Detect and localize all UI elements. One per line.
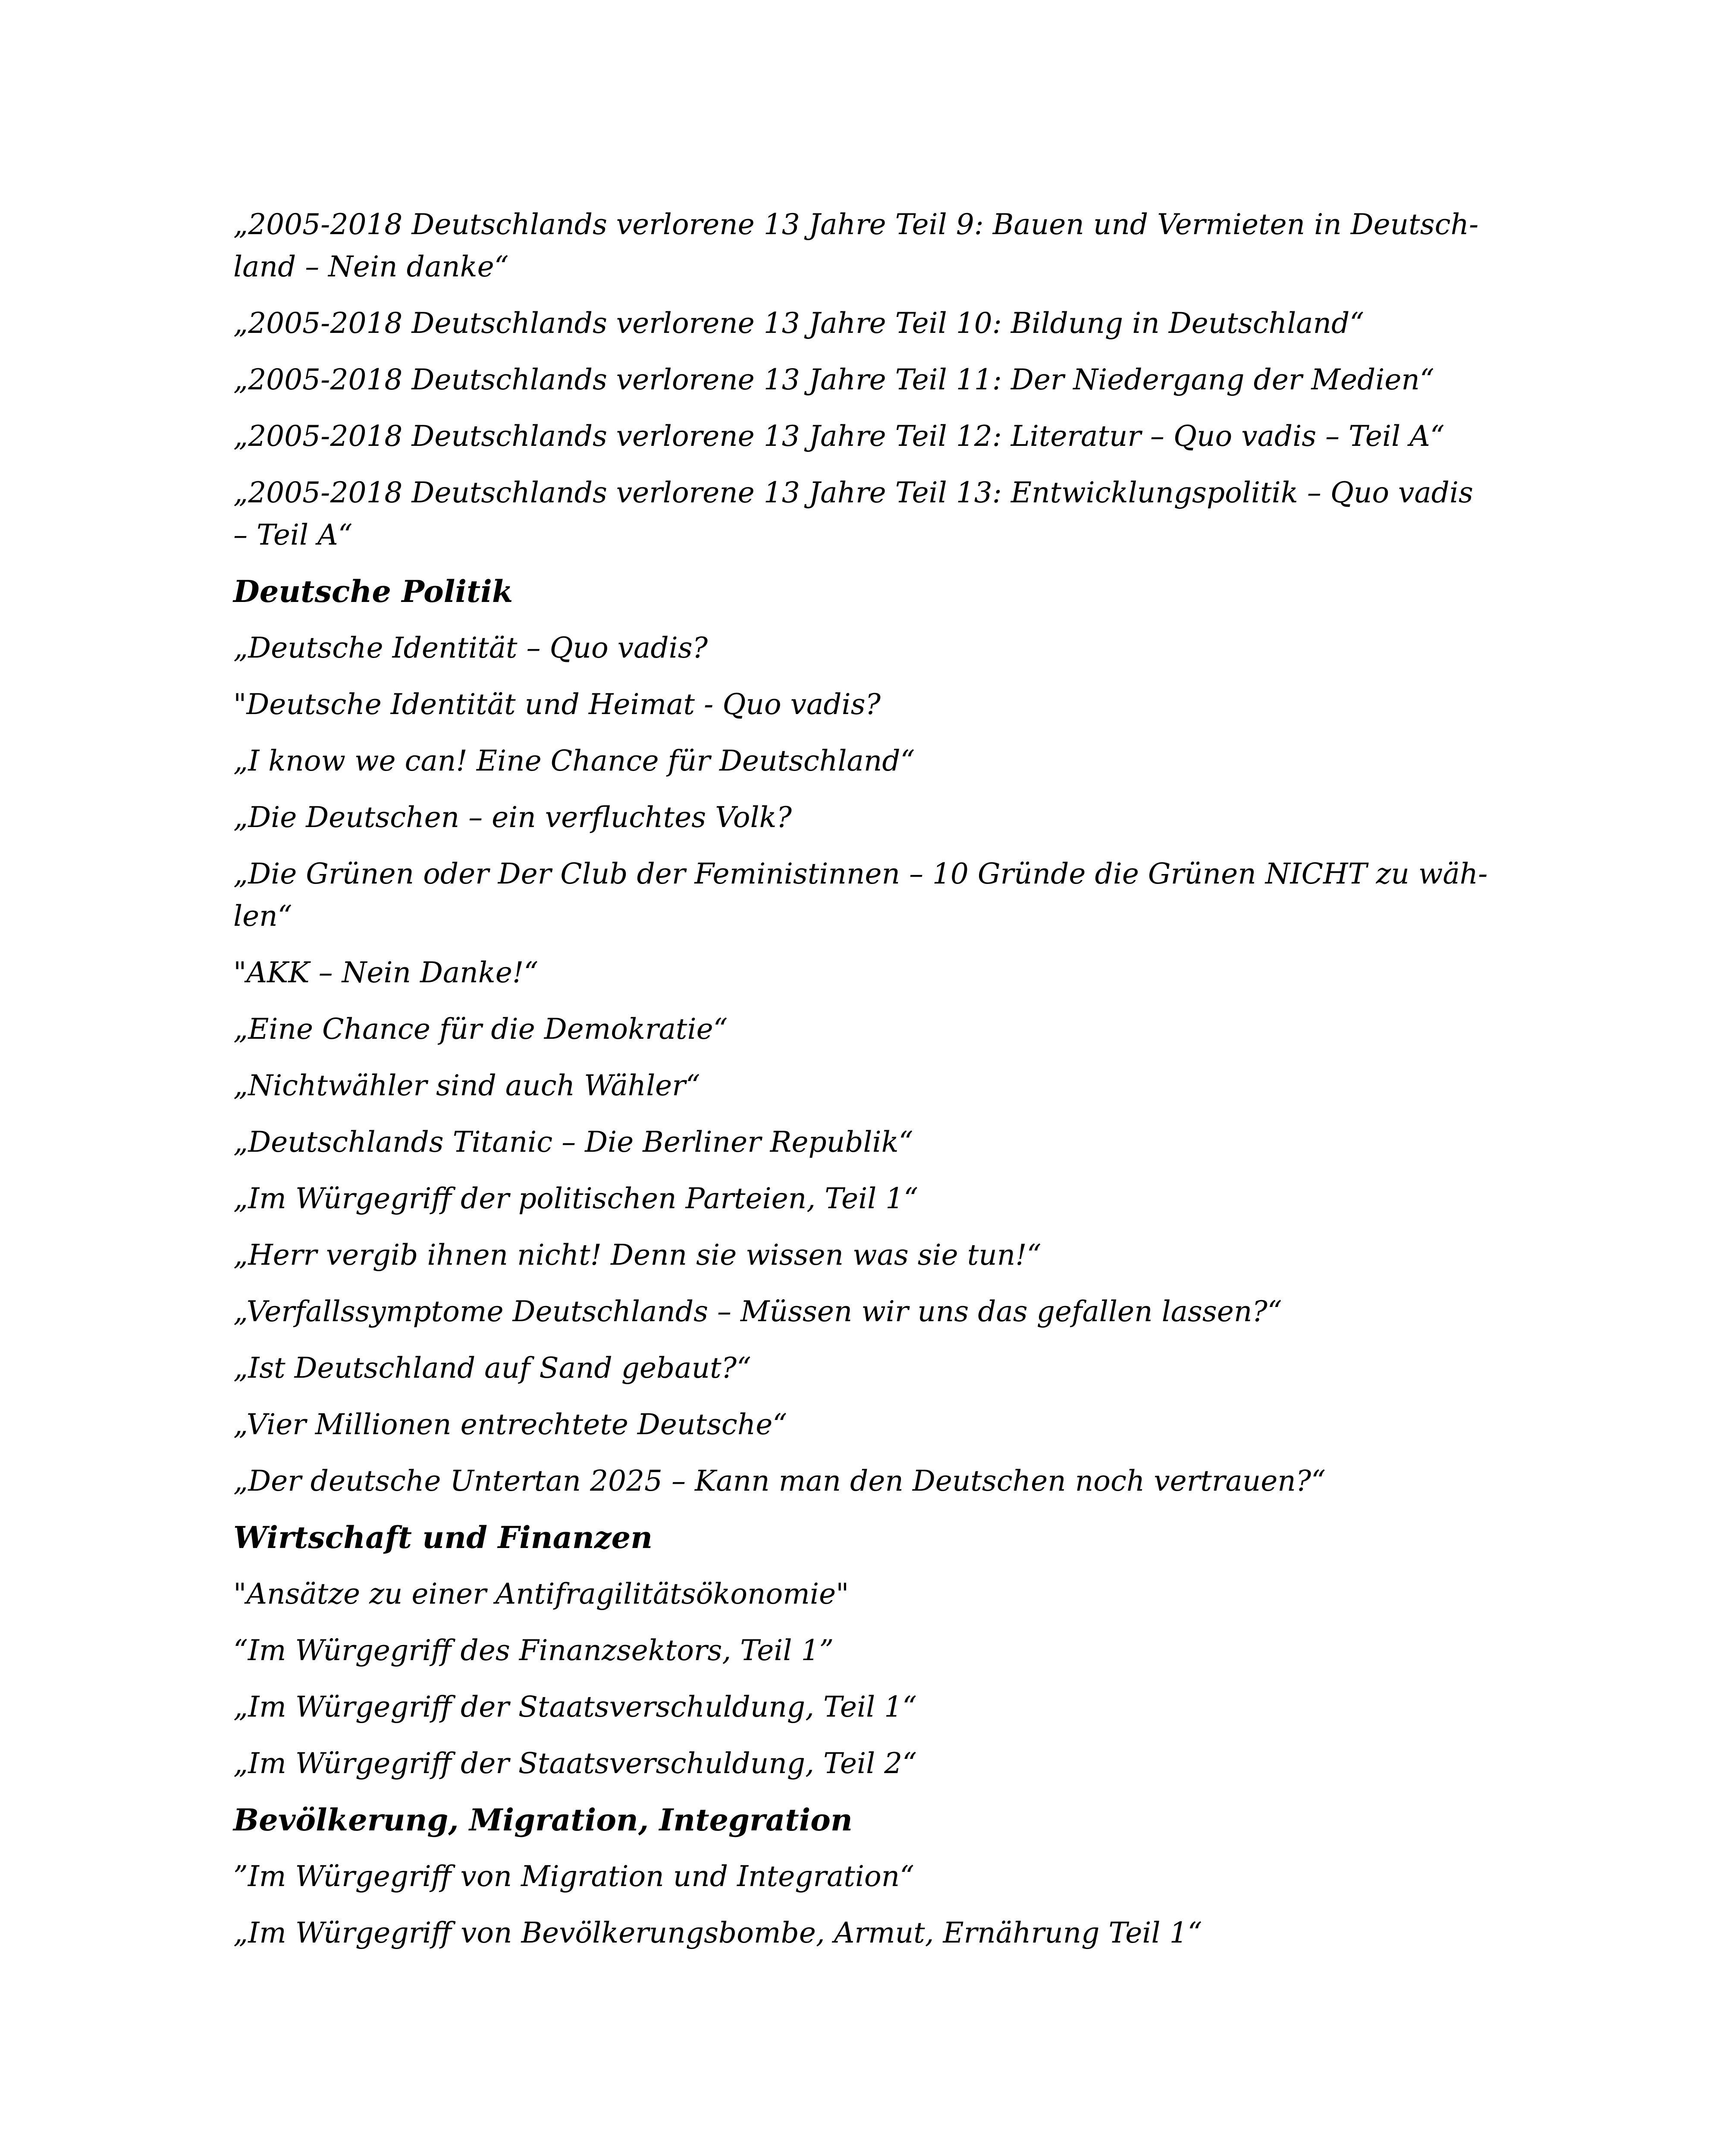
list-item-line: „Deutschlands Titanic – Die Berliner Republik“ bbox=[233, 1125, 913, 1159]
section-heading: Bevölkerung, Migration, Integration bbox=[233, 1802, 853, 1838]
list-item bbox=[233, 683, 1506, 726]
list-item bbox=[233, 1742, 1506, 1785]
document-content bbox=[233, 204, 1506, 1968]
list-item-line: „Im Würgegriff der politischen Parteien, Teil 1“ bbox=[233, 1182, 918, 1215]
list-item bbox=[233, 740, 1506, 782]
list-item-line: „Im Würgegriff der Staatsverschuldung, Teil 1“ bbox=[233, 1690, 917, 1724]
list-item bbox=[233, 1065, 1506, 1107]
list-item-line: „2005-2018 Deutschlands verlorene 13 Jahre Teil 12: Literatur – Quo vadis – Teil A“ bbox=[233, 420, 1445, 453]
list-item-line: „Ist Deutschland auf Sand gebaut?“ bbox=[233, 1351, 751, 1385]
list-item-line: „Nichtwähler sind auch Wähler“ bbox=[233, 1069, 700, 1102]
list-item bbox=[233, 1234, 1506, 1276]
list-item bbox=[233, 302, 1506, 345]
list-item bbox=[233, 1686, 1506, 1728]
list-item bbox=[233, 415, 1506, 458]
list-item bbox=[233, 472, 1506, 556]
list-item-line: "AKK – Nein Danke!“ bbox=[233, 956, 539, 989]
list-item bbox=[233, 1121, 1506, 1163]
list-item-line: „2005-2018 Deutschlands verlorene 13 Jahre Teil 9: Bauen und Vermieten in Deutsch- bbox=[233, 208, 1479, 241]
list-item bbox=[233, 1460, 1506, 1502]
section-deutsche-politik bbox=[233, 570, 1506, 1502]
list-item bbox=[233, 1404, 1506, 1446]
list-item bbox=[233, 1573, 1506, 1615]
list-item bbox=[233, 853, 1506, 937]
list-item-line: „Die Deutschen – ein verfluchtes Volk? bbox=[233, 801, 792, 834]
list-item bbox=[233, 1630, 1506, 1672]
list-item-line: „Eine Chance für die Demokratie“ bbox=[233, 1012, 728, 1046]
list-item-line: „Im Würgegriff der Staatsverschuldung, Teil 2“ bbox=[233, 1747, 917, 1780]
section-heading: Deutsche Politik bbox=[233, 573, 513, 609]
section-heading: Wirtschaft und Finanzen bbox=[233, 1520, 653, 1555]
list-item-line: land – Nein danke“ bbox=[233, 250, 509, 283]
list-item-line: „2005-2018 Deutschlands verlorene 13 Jahre Teil 13: Entwicklungspolitik – Quo vadis bbox=[233, 476, 1473, 509]
list-item bbox=[233, 1291, 1506, 1333]
list-item bbox=[233, 1178, 1506, 1220]
list-item-line: „Verfallssymptome Deutschlands – Müssen wir uns das gefallen lassen?“ bbox=[233, 1295, 1282, 1328]
list-item-line: „Deutsche Identität – Quo vadis? bbox=[233, 631, 708, 664]
list-item bbox=[233, 1347, 1506, 1389]
list-item-line: „2005-2018 Deutschlands verlorene 13 Jahre Teil 11: Der Niedergang der Medien“ bbox=[233, 363, 1434, 396]
list-item bbox=[233, 1855, 1506, 1898]
list-item-line: “Im Würgegriff des Finanzsektors, Teil 1” bbox=[233, 1634, 834, 1667]
section-bevoelkerung-migration-integration bbox=[233, 1799, 1506, 1954]
publication-list-top bbox=[233, 204, 1506, 556]
list-item-line: „I know we can! Eine Chance für Deutschland“ bbox=[233, 744, 915, 777]
list-item-line: – Teil A“ bbox=[233, 518, 353, 552]
list-item-line: „2005-2018 Deutschlands verlorene 13 Jahre Teil 10: Bildung in Deutschland“ bbox=[233, 307, 1365, 340]
list-item-line: „Vier Millionen entrechtete Deutsche“ bbox=[233, 1408, 788, 1441]
list-item bbox=[233, 204, 1506, 288]
list-item-line: „Herr vergib ihnen nicht! Denn sie wissen was sie tun!“ bbox=[233, 1238, 1042, 1272]
list-item-line: „Im Würgegriff von Bevölkerungsbombe, Armut, Ernährung Teil 1“ bbox=[233, 1916, 1202, 1949]
list-item-line: „Die Grünen oder Der Club der Feministinnen – 10 Gründe die Grünen NICHT zu wäh- bbox=[233, 857, 1488, 890]
list-item bbox=[233, 1912, 1506, 1954]
list-item bbox=[233, 952, 1506, 994]
section-wirtschaft-und-finanzen bbox=[233, 1517, 1506, 1785]
list-item bbox=[233, 796, 1506, 839]
list-item-line: ”Im Würgegriff von Migration und Integration“ bbox=[233, 1860, 914, 1893]
list-item-line: "Deutsche Identität und Heimat - Quo vadis? bbox=[233, 688, 881, 721]
list-item-line: "Ansätze zu einer Antifragilitätsökonomie" bbox=[233, 1577, 849, 1611]
list-item bbox=[233, 1008, 1506, 1050]
list-item bbox=[233, 359, 1506, 401]
list-item-line: „Der deutsche Untertan 2025 – Kann man den Deutschen noch vertrauen?“ bbox=[233, 1464, 1326, 1498]
list-item bbox=[233, 627, 1506, 669]
list-item-line: len“ bbox=[233, 899, 292, 933]
